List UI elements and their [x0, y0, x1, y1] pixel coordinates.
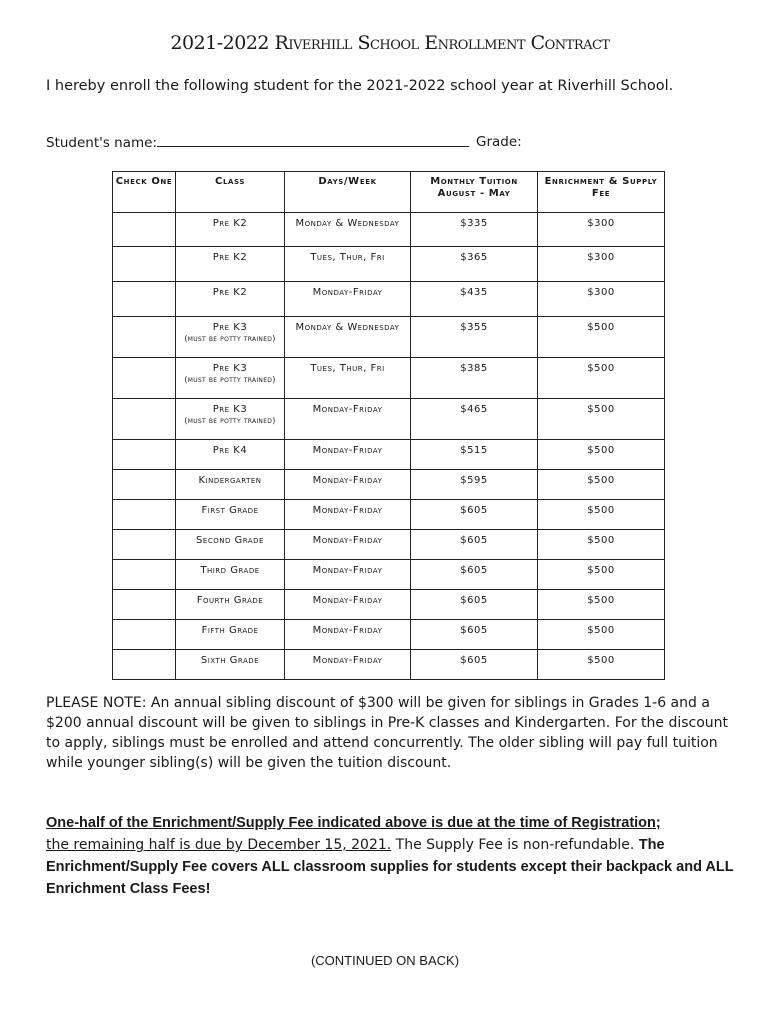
table-row [113, 399, 665, 440]
class-cell [176, 247, 285, 282]
class-name: Second Grade [196, 535, 264, 546]
fee-cell: $500 [538, 358, 665, 399]
check-one-cell[interactable] [113, 282, 176, 317]
fee-policy [46, 812, 746, 900]
tuition-cell: $385 [411, 358, 538, 399]
table-header-row [113, 172, 665, 213]
days-cell: Monday & Wednesday [285, 213, 411, 247]
check-one-cell[interactable] [113, 590, 176, 620]
check-one-cell[interactable] [113, 358, 176, 399]
class-name: Pre K3 [212, 363, 248, 374]
days-cell: Monday-Friday [285, 500, 411, 530]
class-cell [176, 530, 285, 560]
days-cell: Monday-Friday [285, 650, 411, 680]
class-cell [176, 399, 285, 440]
class-cell [176, 650, 285, 680]
fee-cell: $300 [538, 247, 665, 282]
header-enrichment-fee: Enrichment & Supply Fee [538, 172, 665, 213]
class-cell [176, 560, 285, 590]
please-note: PLEASE NOTE: An annual sibling discount of $300 will be given for siblings in Grades 1-6 and a $200 annual discount will be given to siblings in Pre-K classes and Kindergarten. For the discount to apply, siblings must be enrolled and attend concurrently. The older sibling will pay full tuition while younger sibling(s) will be given the tuition discount. [46, 695, 729, 771]
table-row [113, 213, 665, 247]
class-name: Pre K4 [212, 445, 248, 456]
class-cell [176, 317, 285, 358]
class-name: Pre K2 [212, 218, 248, 229]
fee-cell: $500 [538, 530, 665, 560]
table-row [113, 247, 665, 282]
fee-cell: $500 [538, 560, 665, 590]
table-row [113, 530, 665, 560]
days-cell: Monday & Wednesday [285, 317, 411, 358]
header-days-week: Days/Week [285, 172, 411, 213]
class-name: Sixth Grade [200, 655, 260, 666]
grade-label: Grade: [476, 134, 522, 150]
check-one-cell[interactable] [113, 213, 176, 247]
check-one-cell[interactable] [113, 317, 176, 358]
class-note: (must be potty trained) [184, 416, 276, 425]
class-name: Kindergarten [198, 475, 262, 486]
check-one-cell[interactable] [113, 500, 176, 530]
class-note: (must be potty trained) [184, 334, 276, 343]
tuition-cell: $335 [411, 213, 538, 247]
check-one-cell[interactable] [113, 440, 176, 470]
class-name: Fourth Grade [196, 595, 264, 606]
header-check-one: Check One [113, 172, 176, 213]
days-cell: Monday-Friday [285, 470, 411, 500]
class-name: Third Grade [200, 565, 260, 576]
tuition-cell: $515 [411, 440, 538, 470]
class-name: Pre K2 [212, 287, 248, 298]
tuition-table [112, 171, 665, 680]
policy-part4: The Enrichment/Supply Fee covers ALL classroom supplies for students except their backpack and ALL Enrichment Class Fees! [46, 837, 734, 897]
table-row [113, 560, 665, 590]
class-note: (must be potty trained) [184, 375, 276, 384]
table-row [113, 500, 665, 530]
days-cell: Monday-Friday [285, 590, 411, 620]
table-row [113, 620, 665, 650]
fee-cell: $300 [538, 213, 665, 247]
days-cell: Monday-Friday [285, 530, 411, 560]
days-cell: Monday-Friday [285, 560, 411, 590]
table-row [113, 282, 665, 317]
tuition-cell: $605 [411, 620, 538, 650]
fee-cell: $500 [538, 440, 665, 470]
table-row [113, 317, 665, 358]
table-row [113, 358, 665, 399]
tuition-cell: $605 [411, 500, 538, 530]
class-name: Pre K2 [212, 252, 248, 263]
check-one-cell[interactable] [113, 650, 176, 680]
fee-cell: $300 [538, 282, 665, 317]
check-one-cell[interactable] [113, 247, 176, 282]
table-row [113, 590, 665, 620]
class-cell [176, 470, 285, 500]
header-class: Class [176, 172, 285, 213]
days-cell: Monday-Friday [285, 620, 411, 650]
class-cell [176, 620, 285, 650]
table-row [113, 650, 665, 680]
tuition-cell: $435 [411, 282, 538, 317]
class-cell [176, 500, 285, 530]
tuition-cell: $365 [411, 247, 538, 282]
check-one-cell[interactable] [113, 399, 176, 440]
class-cell [176, 590, 285, 620]
class-name: Fifth Grade [201, 625, 259, 636]
days-cell: Monday-Friday [285, 399, 411, 440]
policy-part1: One-half of the Enrichment/Supply Fee indicated above is due at the time of Registration; [46, 815, 661, 831]
tuition-cell: $355 [411, 317, 538, 358]
check-one-cell[interactable] [113, 470, 176, 500]
page-title: 2021-2022 Riverhill School Enrollment Contract [170, 32, 610, 54]
fee-cell: $500 [538, 650, 665, 680]
table-row [113, 440, 665, 470]
continued-on-back: (CONTINUED ON BACK) [310, 953, 460, 968]
class-name: First Grade [201, 505, 259, 516]
fee-cell: $500 [538, 399, 665, 440]
grade-field[interactable] [476, 134, 522, 150]
intro-text: I hereby enroll the following student for the 2021-2022 school year at Riverhill School. [46, 78, 674, 94]
days-cell: Tues, Thur, Fri [285, 358, 411, 399]
fee-cell: $500 [538, 470, 665, 500]
fee-cell: $500 [538, 620, 665, 650]
class-cell [176, 213, 285, 247]
table-row [113, 470, 665, 500]
class-cell [176, 358, 285, 399]
class-name: Pre K3 [212, 322, 248, 333]
policy-part2: the remaining half is due by December 15, 2021. [46, 837, 392, 853]
tuition-cell: $605 [411, 650, 538, 680]
student-name-line[interactable] [157, 134, 469, 147]
days-cell: Monday-Friday [285, 282, 411, 317]
check-one-cell[interactable] [113, 530, 176, 560]
class-cell [176, 440, 285, 470]
tuition-cell: $605 [411, 590, 538, 620]
fee-cell: $500 [538, 590, 665, 620]
tuition-cell: $605 [411, 530, 538, 560]
header-monthly-tuition: Monthly Tuition August - May [411, 172, 538, 213]
fee-cell: $500 [538, 500, 665, 530]
class-cell [176, 282, 285, 317]
student-name-field[interactable] [46, 134, 469, 151]
tuition-cell: $605 [411, 560, 538, 590]
days-cell: Tues, Thur, Fri [285, 247, 411, 282]
check-one-cell[interactable] [113, 560, 176, 590]
days-cell: Monday-Friday [285, 440, 411, 470]
tuition-cell: $595 [411, 470, 538, 500]
check-one-cell[interactable] [113, 620, 176, 650]
tuition-cell: $465 [411, 399, 538, 440]
student-name-label: Student's name: [46, 135, 158, 151]
policy-part3: The Supply Fee is non-refundable. [391, 837, 639, 853]
fee-cell: $500 [538, 317, 665, 358]
class-name: Pre K3 [212, 404, 248, 415]
